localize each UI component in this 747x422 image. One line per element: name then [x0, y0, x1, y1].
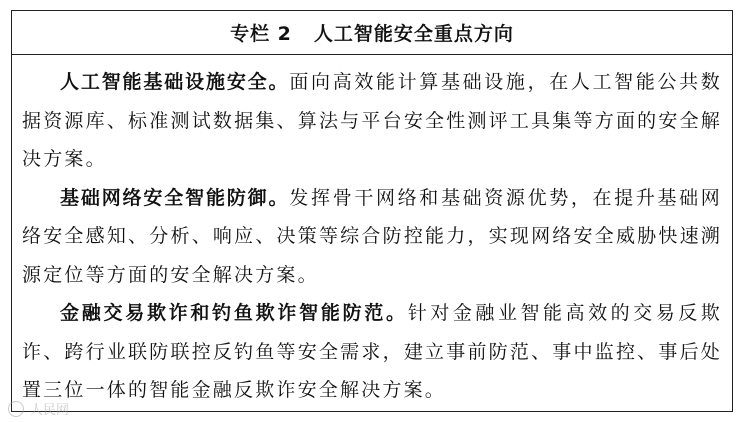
column-title: [12, 11, 732, 55]
column-body: [12, 55, 732, 410]
item-heading: 金融交易欺诈和钓鱼欺诈智能防范。: [60, 302, 408, 324]
item-text: 针对金融业智能高效的交易反欺诈、跨行业联防联控反钓鱼等安全需求，建立事前防范、事中监控、事后处置三位一体的智能金融反欺诈安全解决方案。: [22, 302, 722, 401]
item-heading: 基础网络安全智能防御。: [60, 186, 290, 209]
watermark: [8, 399, 69, 418]
item-paragraph: [22, 179, 722, 295]
column-number: 专栏 2: [230, 23, 292, 45]
item-heading: 人工智能基础设施安全。: [60, 71, 290, 93]
item-paragraph: [22, 63, 722, 179]
item-paragraph: [22, 294, 722, 410]
watermark-logo-icon: [8, 401, 24, 417]
item-text: 发挥骨干网络和基础资源优势，在提升基础网络安全感知、分析、响应、决策等综合防控能力，实现网络安全威胁快速溯源定位等方面的安全解决方案。: [22, 186, 722, 286]
watermark-text: 人民网: [30, 403, 70, 418]
column-title-text: 人工智能安全重点方向: [313, 23, 514, 45]
column-box: [11, 10, 733, 412]
item-text: 面向高效能计算基础设施，在人工智能公共数据资源库、标准测试数据集、算法与平台安全性测评工具集等方面的安全解决方案。: [22, 71, 722, 170]
